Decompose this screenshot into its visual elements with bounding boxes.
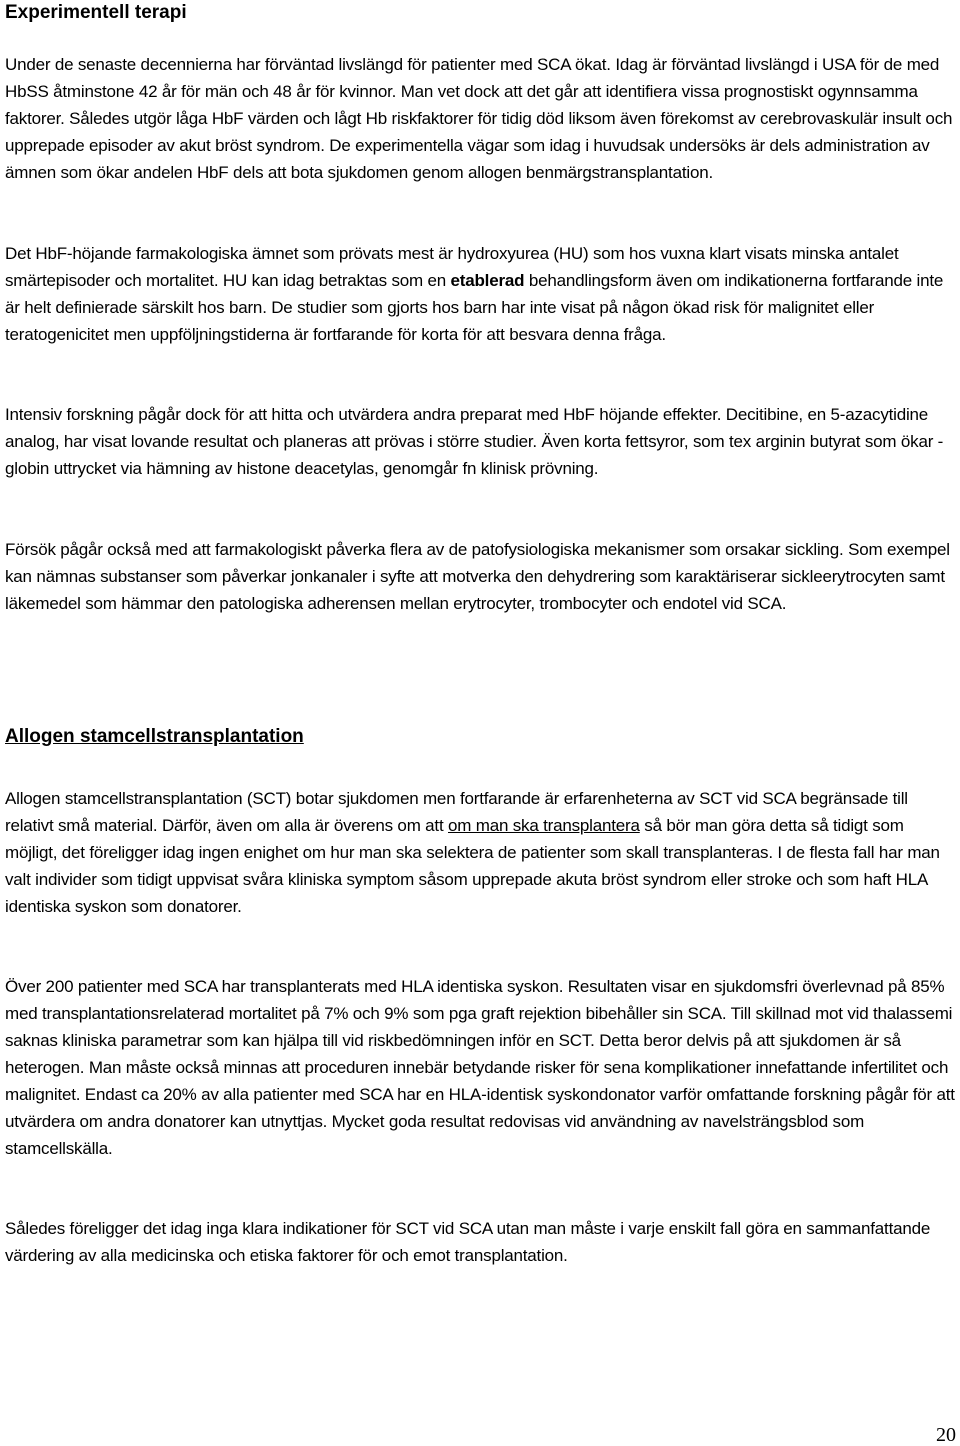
paragraph-life-expectancy: Under de senaste decennierna har förväntad livslängd för patienter med SCA ökat. Idag är förväntad livslängd i USA för de med HbSS åtminstone 42 år för män och 48 år för kvinnor. Man vet dock att det går att identifiera vissa prognostiskt ogynnsamma faktorer. Således utgör låga HbF värden och lågt Hb riskfaktorer för tidig död liksom även förekomst av cerebrovaskulär insult och upprepade episoder av akut bröst syndrom. De experimentella vägar som idag i huvudsak undersöks är dels administration av ämnen som ökar andelen HbF dels att bota sjukdomen genom allogen benmärgstransplantation. [5,55,953,182]
paragraph-hydroxyurea-text-1: Det HbF-höjande farmakologiska ämnet som prövats mest är hydroxyurea (HU) som hos vuxna klart visats minska antalet smärtepisoder och mortalitet. HU kan idag betraktas som en [5,244,899,290]
paragraph-sct-intro-text-1: Allogen stamcellstransplantation (SCT) botar sjukdomen men fortfarande är erfarenheterna av SCT vid SCA begränsade till relativt små material. Därför, även om alla är överens om att [5,789,908,835]
paragraph-hydroxyurea [5,240,955,348]
heading-allogen-stamcellstransplantation: Allogen stamcellstransplantation [5,726,304,747]
paragraph-farmakologiskt: Försök pågår också med att farmakologiskt påverka flera av de patofysiologiska mekanismer som orsakar sickling. Som exempel kan nämnas substanser som påverkar jonkanaler i syfte att motverka den dehydrering som karaktäriserar sickleerytrocyten samt läkemedel som hämmar den patologiska adherensen mellan erytrocyter, trombocyter och endotel vid SCA. [5,540,950,613]
paragraph-hydroxyurea-text-2: behandlingsform även om indikationerna fortfarande inte är helt definierade särskilt hos barn. De studier som gjorts hos barn har inte visat på någon ökad risk för malignitet eller teratogenicitet men uppföljningstiderna är fortfarande för korta för att besvara denna fråga. [5,271,944,344]
paragraph-intensiv-forskning: Intensiv forskning pågår dock för att hitta och utvärdera andra preparat med HbF höjande effekter. Decitibine, en 5-azacytidine analog, har visat lovande resultat och planeras att prövas i större studier. Även korta fettsyror, som tex arginin butyrat som ökar -globin uttrycket via hämning av histone deacetylas, genomgår fn klinisk prövning. [5,405,944,478]
heading-experimentell-terapi: Experimentell terapi [5,2,187,23]
emphasis-etablerad: etablerad [450,271,525,290]
underlined-om-man-ska-transplantera: om man ska transplantera [448,816,640,835]
paragraph-sct-results: Över 200 patienter med SCA har transplanterats med HLA identiska syskon. Resultaten visar en sjukdomsfri överlevnad på 85% med transplantationsrelaterad mortalitet på 7% och 9% som pga graft rejektion bibehåller sin SCA. Till skillnad mot vid thalassemi saknas kliniska parametrar som kan hjälpa till vid riskbedömningen inför en SCT. Detta beror delvis på att sjukdomen är så heterogen. Man måste också minnas att proceduren innebär betydande risker för sena komplikationer innefattande infertilitet och malignitet. Endast ca 20% av alla patienter med SCA har en HLA-identisk syskondonator varför omfattande forskning pågår för att utvärdera om andra donatorer kan utnyttjas. Mycket goda resultat redovisas vid användning av navelsträngsblod som stamcellskälla. [5,977,955,1158]
paragraph-sct-conclusion: Således föreligger det idag inga klara indikationer för SCT vid SCA utan man måste i varje enskilt fall göra en sammanfattande värdering av alla medicinska och etiska faktorer för och emot transplantation. [5,1219,931,1265]
paragraph-sct-intro [5,785,955,920]
page-number: 20 [936,1424,956,1446]
paragraph-sct-intro-text-2: så bör man göra detta så tidigt som möjligt, det föreligger idag ingen enighet om hur man ska selektera de patienter som skall transplanteras. I de flesta fall har man valt individer som tidigt uppvisat svåra kliniska symptom såsom upprepade akuta bröst syndrom eller stroke och som haft HLA identiska syskon som donatorer. [5,816,940,916]
